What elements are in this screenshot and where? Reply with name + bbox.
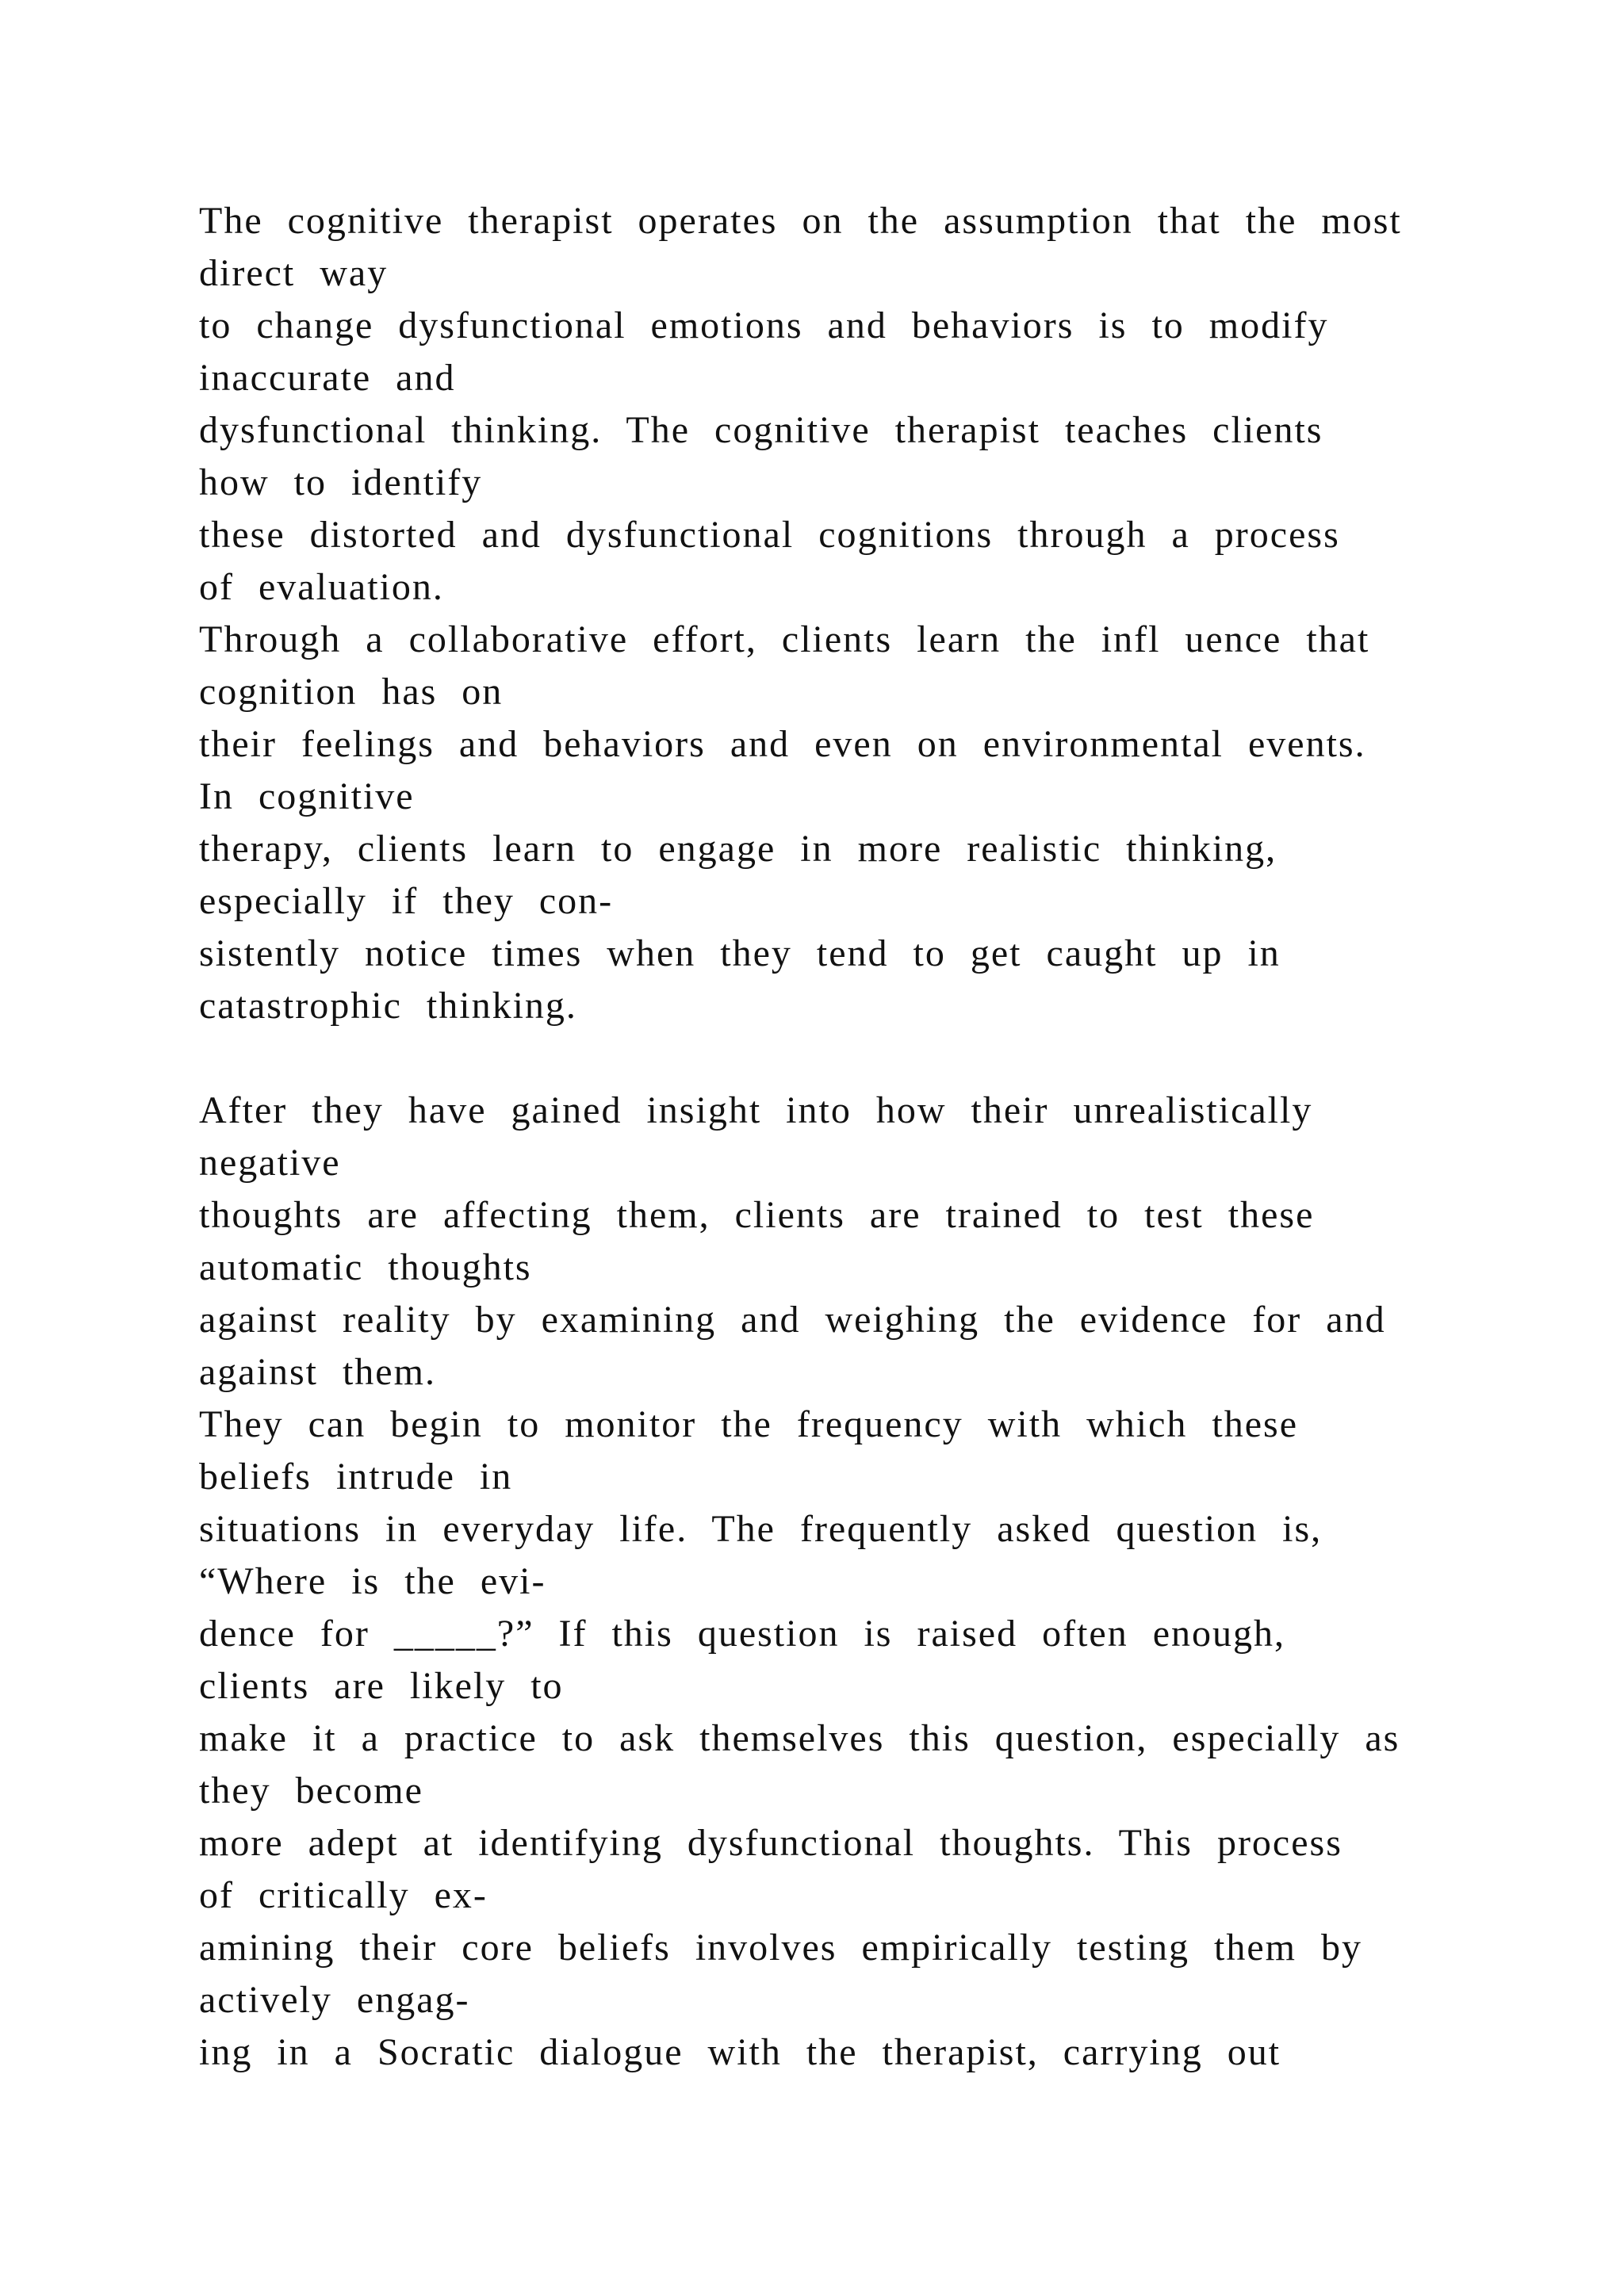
text-line: of critically ex- [199, 1874, 488, 1916]
text-line: Through a collaborative effort, clients learn the infl uence that [199, 618, 1370, 660]
text-line: of evaluation. [199, 566, 444, 608]
text-line: therapy, clients learn to engage in more realistic thinking, [199, 828, 1277, 870]
text-line: clients are likely to [199, 1665, 564, 1707]
text-line: cognition has on [199, 671, 504, 713]
text-line: “Where is the evi- [199, 1560, 546, 1602]
text-line: catastrophic thinking. [199, 985, 577, 1027]
text-line: negative [199, 1142, 341, 1184]
text-line: In cognitive [199, 775, 415, 817]
text-line: amining their core beliefs involves empirically testing them by [199, 1927, 1363, 1969]
text-line: make it a practice to ask themselves this question, especially as [199, 1717, 1400, 1759]
text-line: actively engag- [199, 1979, 470, 2021]
text-line: dysfunctional thinking. The cognitive therapist teaches clients [199, 409, 1323, 451]
paragraph [199, 195, 1624, 1032]
text-line: inaccurate and [199, 357, 456, 399]
text-line: The cognitive therapist operates on the assumption that the most [199, 200, 1402, 242]
text-line: sistently notice times when they tend to get caught up in [199, 932, 1281, 974]
text-line: thoughts are affecting them, clients are trained to test these [199, 1194, 1315, 1236]
text-line: direct way [199, 252, 389, 294]
text-line: beliefs intrude in [199, 1456, 513, 1498]
text-line: They can begin to monitor the frequency with which these [199, 1403, 1298, 1445]
text-line: they become [199, 1770, 423, 1812]
text-line: against reality by examining and weighing the evidence for and [199, 1299, 1386, 1341]
text-line: automatic thoughts [199, 1246, 532, 1288]
text-line: dence for _____?” If this question is raised often enough, [199, 1613, 1286, 1655]
paragraph [199, 1085, 1624, 2079]
text-line: After they have gained insight into how their unrealistically [199, 1089, 1313, 1131]
text-line: these distorted and dysfunctional cognitions through a process [199, 514, 1340, 556]
text-line: against them. [199, 1351, 436, 1393]
text-line: to change dysfunctional emotions and behaviors is to modify [199, 304, 1329, 346]
text-line: especially if they con- [199, 880, 614, 922]
text-line: ing in a Socratic dialogue with the therapist, carrying out [199, 2031, 1281, 2073]
text-line: their feelings and behaviors and even on environmental events. [199, 723, 1366, 765]
text-line: more adept at identifying dysfunctional thoughts. This process [199, 1822, 1342, 1864]
text-line: how to identify [199, 461, 483, 503]
text-line: situations in everyday life. The frequently asked question is, [199, 1508, 1323, 1550]
